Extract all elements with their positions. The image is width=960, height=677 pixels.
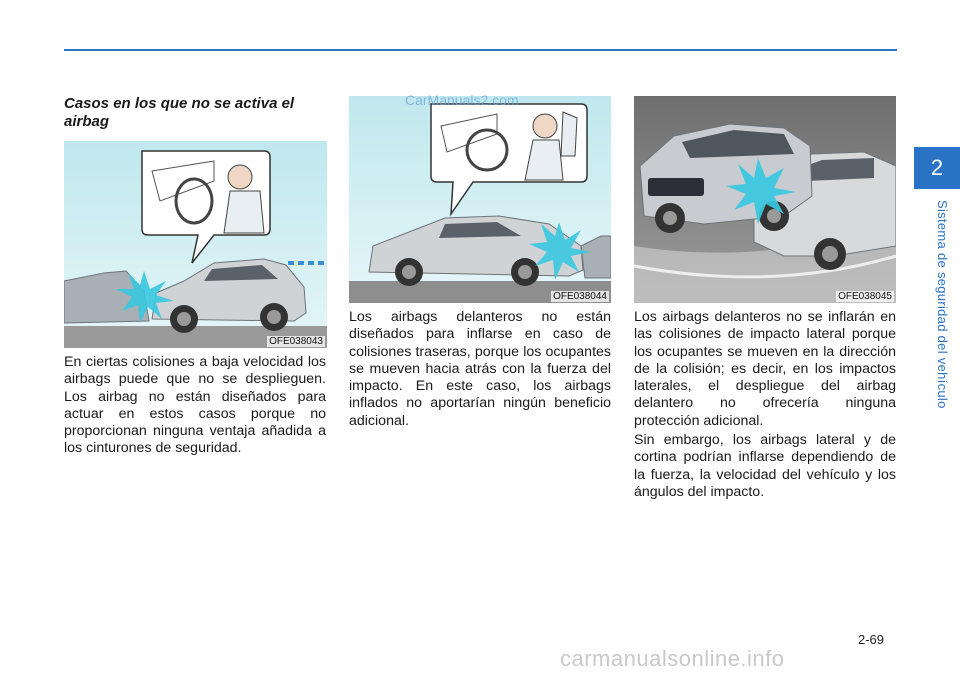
top-rule [64,49,897,51]
figure-code: OFE038045 [838,291,892,302]
side-impact-illustration-icon [634,96,896,303]
paragraph-col3b: Sin embargo, los airbags lateral y de cortina podrían inflarse dependiendo de la fuerza, la velocidad del vehículo y los ángulos del impacto. [634,432,896,500]
paragraph-col1: En ciertas colisiones a baja velocidad los airbags puede que no se desplieguen. Los airbag no están diseñados para actuar en estos casos porque no proporcionan ninguna ventaja añadida a los cinturones de seguridad. [64,354,326,457]
rear-impact-illustration-icon [349,96,611,303]
page-number: 2-69 [858,632,885,647]
figure-2 [349,96,611,303]
watermark: CarManuals2.com [405,92,519,108]
figure-code: OFE038044 [553,291,607,302]
paragraph-col2: Los airbags delanteros no están diseñados para inflarse en caso de colisiones traseras, porque los ocupantes se mueven hacia atrás con la fuerza del impacto. En este caso, los airbags inflados no aportarían ningún beneficio adicional. [349,309,611,429]
rear-end-collision-illustration-icon [64,141,327,348]
chapter-number: 2 [930,155,944,180]
chapter-title: Sistema de seguridad del vehículo [935,200,950,409]
section-heading: Casos en los que no se activa el airbag [64,95,295,130]
footer-watermark: carmanualsonline.info [560,646,785,671]
chapter-tab [914,147,960,189]
paragraph-col3a: Los airbags delanteros no se inflarán en las colisiones de impacto lateral porque los ocupantes se mueven en la dirección de la colisión; es decir, en los impactos laterales, el despliegue del airbag delantero no ofrecería ninguna protección adicional. [634,309,896,429]
figure-1 [64,141,327,348]
figure-3 [634,96,896,303]
figure-code: OFE038043 [269,336,323,347]
